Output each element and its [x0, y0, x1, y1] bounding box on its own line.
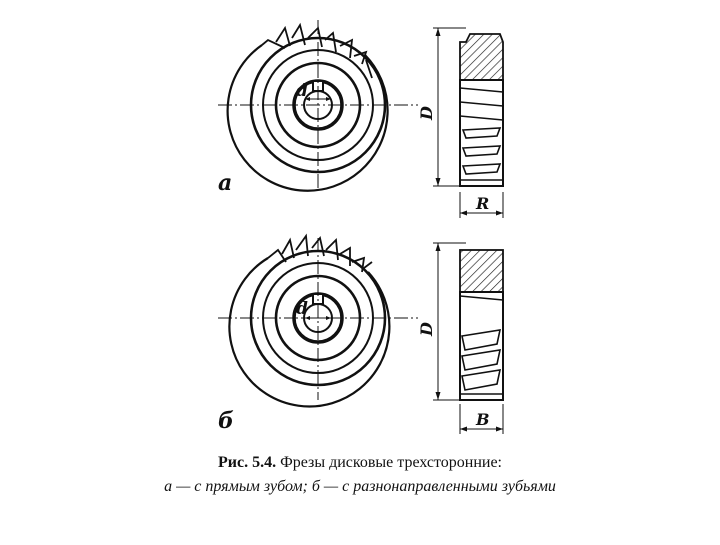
figure-caption-title-text: Фрезы дисковые трехсторонние: — [280, 454, 502, 471]
cutter-a-side-teeth — [460, 88, 503, 180]
figure-caption-line2: а — с прямым зубом; б — с разнонаправленными зубьями — [164, 478, 556, 495]
cutter-b-bore-dim-label: d — [296, 299, 308, 319]
cutter-b-side-view — [433, 243, 503, 434]
cutter-a-side-view — [433, 28, 503, 218]
figure-caption-title — [0, 454, 720, 472]
cutter-a-width-label: R — [476, 194, 490, 213]
cutter-a-section-hatch — [460, 34, 503, 80]
cutter-a-diameter-label: D — [417, 106, 436, 120]
cutter-b-section-hatch — [460, 250, 503, 292]
cutter-a-bore-dim-label: d — [296, 81, 308, 101]
cutter-b-width-label: B — [476, 410, 490, 429]
figure-caption-ref: Рис. 5.4. — [217, 454, 277, 471]
cutter-b-side-teeth — [460, 296, 503, 394]
label-b: б — [218, 408, 234, 434]
cutter-b-diameter-label: D — [417, 322, 436, 336]
cutter-b-teeth — [268, 236, 372, 272]
label-a: а — [218, 170, 233, 196]
cutter-b-front-view — [218, 236, 418, 406]
cutter-a-front-view — [218, 20, 418, 191]
